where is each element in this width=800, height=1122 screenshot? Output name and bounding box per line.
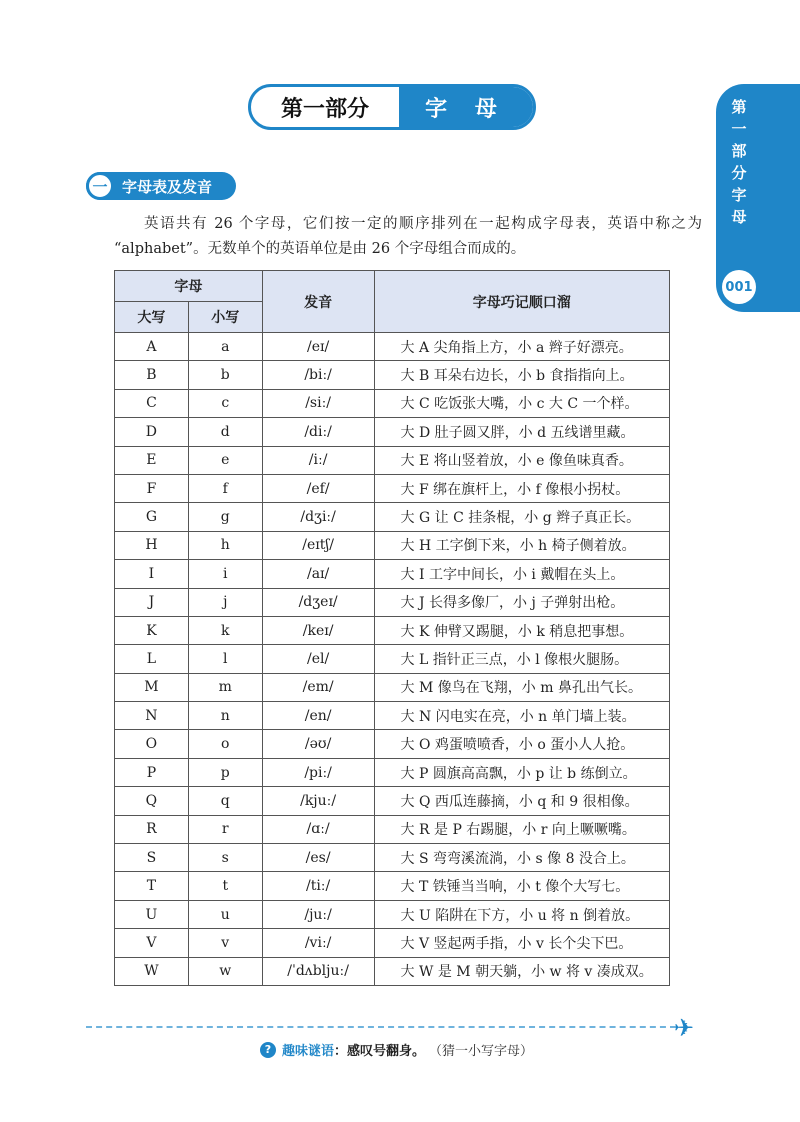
mnemonic-cell: 大 R 是 P 右踢腿，小 r 向上噘噘嘴。 [374, 815, 669, 843]
header-mnemonic: 字母巧记顺口溜 [374, 271, 669, 333]
mnemonic-cell: 大 P 圆旗高高飘，小 p 让 b 练倒立。 [374, 758, 669, 786]
mnemonic-cell: 大 H 工字倒下来，小 h 椅子侧着放。 [374, 531, 669, 559]
uppercase-cell: R [115, 815, 189, 843]
lowercase-cell: g [188, 503, 262, 531]
table-row [115, 730, 670, 758]
header-pronunciation: 发音 [262, 271, 374, 333]
lowercase-cell: t [188, 872, 262, 900]
table-row [115, 787, 670, 815]
uppercase-cell: O [115, 730, 189, 758]
lowercase-cell: l [188, 645, 262, 673]
footer-divider [86, 1026, 676, 1028]
riddle [260, 1040, 533, 1059]
lowercase-cell: w [188, 957, 262, 985]
uppercase-cell: P [115, 758, 189, 786]
riddle-text: ：感叹号翻身。 [334, 1044, 426, 1059]
uppercase-cell: Q [115, 787, 189, 815]
pronunciation-cell: /tiː/ [262, 872, 374, 900]
lowercase-cell: d [188, 418, 262, 446]
intro-paragraph: 英语共有 26 个字母，它们按一定的顺序排列在一起构成字母表，英语中称之为 “alphabet”。无数单个的英语单位是由 26 个字母组合而成的。 [114, 216, 702, 257]
uppercase-cell: N [115, 702, 189, 730]
mnemonic-cell: 大 I 工字中间长，小 i 戴帽在头上。 [374, 560, 669, 588]
riddle-label: 趣味谜语 [282, 1044, 335, 1059]
pronunciation-cell: /ɑː/ [262, 815, 374, 843]
pronunciation-cell: /biː/ [262, 361, 374, 389]
header-letter: 字母 [115, 271, 263, 302]
table-row [115, 645, 670, 673]
table-row [115, 758, 670, 786]
uppercase-cell: E [115, 446, 189, 474]
pronunciation-cell: /əʊ/ [262, 730, 374, 758]
table-row [115, 872, 670, 900]
mnemonic-cell: 大 J 长得多像厂，小 j 子弹射出枪。 [374, 588, 669, 616]
pronunciation-cell: /iː/ [262, 446, 374, 474]
mnemonic-cell: 大 T 铁锤当当响，小 t 像个大写七。 [374, 872, 669, 900]
section-title: 字母表及发音 [122, 177, 213, 196]
mnemonic-cell: 大 U 陷阱在下方，小 u 将 n 倒着放。 [374, 900, 669, 928]
pronunciation-cell: /eɪtʃ/ [262, 531, 374, 559]
pronunciation-cell: /el/ [262, 645, 374, 673]
mnemonic-cell: 大 N 闪电实在亮，小 n 单门墙上装。 [374, 702, 669, 730]
table-row [115, 531, 670, 559]
table-row [115, 588, 670, 616]
table-row [115, 474, 670, 502]
table-row [115, 702, 670, 730]
table-row [115, 560, 670, 588]
pronunciation-cell: /eɪ/ [262, 333, 374, 361]
side-tab-title: 第一部分字母 [731, 98, 747, 226]
chapter-topic: 字 母 [399, 87, 533, 127]
mnemonic-cell: 大 L 指针正三点，小 l 像根火腿肠。 [374, 645, 669, 673]
lowercase-cell: o [188, 730, 262, 758]
pronunciation-cell: /ˈdʌbljuː/ [262, 957, 374, 985]
lowercase-cell: i [188, 560, 262, 588]
mnemonic-cell: 大 S 弯弯溪流淌，小 s 像 8 没合上。 [374, 844, 669, 872]
lowercase-cell: r [188, 815, 262, 843]
uppercase-cell: L [115, 645, 189, 673]
section-number: 一 [86, 172, 114, 200]
uppercase-cell: K [115, 616, 189, 644]
uppercase-cell: W [115, 957, 189, 985]
mnemonic-cell: 大 V 竖起两手指，小 v 长个尖下巴。 [374, 929, 669, 957]
airplane-icon: ✈ [674, 1014, 695, 1042]
question-icon: ? [260, 1042, 276, 1058]
uppercase-cell: D [115, 418, 189, 446]
lowercase-cell: v [188, 929, 262, 957]
pronunciation-cell: /es/ [262, 844, 374, 872]
header-uppercase: 大写 [115, 302, 189, 333]
lowercase-cell: f [188, 474, 262, 502]
lowercase-cell: b [188, 361, 262, 389]
lowercase-cell: m [188, 673, 262, 701]
table-row [115, 815, 670, 843]
uppercase-cell: B [115, 361, 189, 389]
mnemonic-cell: 大 D 肚子圆又胖，小 d 五线谱里藏。 [374, 418, 669, 446]
table-row [115, 957, 670, 985]
lowercase-cell: q [188, 787, 262, 815]
mnemonic-cell: 大 F 绑在旗杆上，小 f 像根小拐杖。 [374, 474, 669, 502]
table-row [115, 361, 670, 389]
pronunciation-cell: /dʒeɪ/ [262, 588, 374, 616]
lowercase-cell: c [188, 389, 262, 417]
uppercase-cell: M [115, 673, 189, 701]
pronunciation-cell: /ef/ [262, 474, 374, 502]
pronunciation-cell: /keɪ/ [262, 616, 374, 644]
pronunciation-cell: /dʒiː/ [262, 503, 374, 531]
mnemonic-cell: 大 A 尖角指上方，小 a 辫子好漂亮。 [374, 333, 669, 361]
mnemonic-cell: 大 B 耳朵右边长，小 b 食指指向上。 [374, 361, 669, 389]
lowercase-cell: h [188, 531, 262, 559]
uppercase-cell: U [115, 900, 189, 928]
uppercase-cell: V [115, 929, 189, 957]
lowercase-cell: p [188, 758, 262, 786]
table-row [115, 446, 670, 474]
table-row [115, 929, 670, 957]
uppercase-cell: A [115, 333, 189, 361]
mnemonic-cell: 大 O 鸡蛋喷喷香，小 o 蛋小人人抢。 [374, 730, 669, 758]
table-row [115, 844, 670, 872]
lowercase-cell: a [188, 333, 262, 361]
chapter-part: 第一部分 [280, 96, 369, 122]
mnemonic-cell: 大 E 将山竖着放，小 e 像鱼味真香。 [374, 446, 669, 474]
pronunciation-cell: /diː/ [262, 418, 374, 446]
uppercase-cell: S [115, 844, 189, 872]
lowercase-cell: n [188, 702, 262, 730]
mnemonic-cell: 大 W 是 M 朝天躺，小 w 将 v 凑成双。 [374, 957, 669, 985]
uppercase-cell: C [115, 389, 189, 417]
lowercase-cell: k [188, 616, 262, 644]
pronunciation-cell: /en/ [262, 702, 374, 730]
table-row [115, 616, 670, 644]
uppercase-cell: H [115, 531, 189, 559]
table-row [115, 900, 670, 928]
pronunciation-cell: /kjuː/ [262, 787, 374, 815]
page-number: 001 [722, 270, 756, 304]
lowercase-cell: u [188, 900, 262, 928]
uppercase-cell: G [115, 503, 189, 531]
table-row [115, 333, 670, 361]
uppercase-cell: J [115, 588, 189, 616]
header-lowercase: 小写 [188, 302, 262, 333]
chapter-banner [248, 84, 536, 130]
pronunciation-cell: /piː/ [262, 758, 374, 786]
table-row [115, 673, 670, 701]
alphabet-table [114, 270, 670, 986]
pronunciation-cell: /siː/ [262, 389, 374, 417]
uppercase-cell: T [115, 872, 189, 900]
uppercase-cell: F [115, 474, 189, 502]
table-row [115, 503, 670, 531]
mnemonic-cell: 大 Q 西瓜连藤摘，小 q 和 9 很相像。 [374, 787, 669, 815]
pronunciation-cell: /em/ [262, 673, 374, 701]
pronunciation-cell: /juː/ [262, 900, 374, 928]
mnemonic-cell: 大 K 伸臂又踢腿，小 k 稍息把事想。 [374, 616, 669, 644]
section-header [86, 172, 236, 200]
mnemonic-cell: 大 C 吃饭张大嘴，小 c 大 C 一个样。 [374, 389, 669, 417]
lowercase-cell: s [188, 844, 262, 872]
table-row [115, 389, 670, 417]
pronunciation-cell: /aɪ/ [262, 560, 374, 588]
table-row [115, 418, 670, 446]
mnemonic-cell: 大 G 让 C 挂条棍，小 g 辫子真正长。 [374, 503, 669, 531]
riddle-hint: （猜一小写字母） [429, 1044, 534, 1059]
lowercase-cell: j [188, 588, 262, 616]
lowercase-cell: e [188, 446, 262, 474]
mnemonic-cell: 大 M 像鸟在飞翔，小 m 鼻孔出气长。 [374, 673, 669, 701]
pronunciation-cell: /viː/ [262, 929, 374, 957]
uppercase-cell: I [115, 560, 189, 588]
